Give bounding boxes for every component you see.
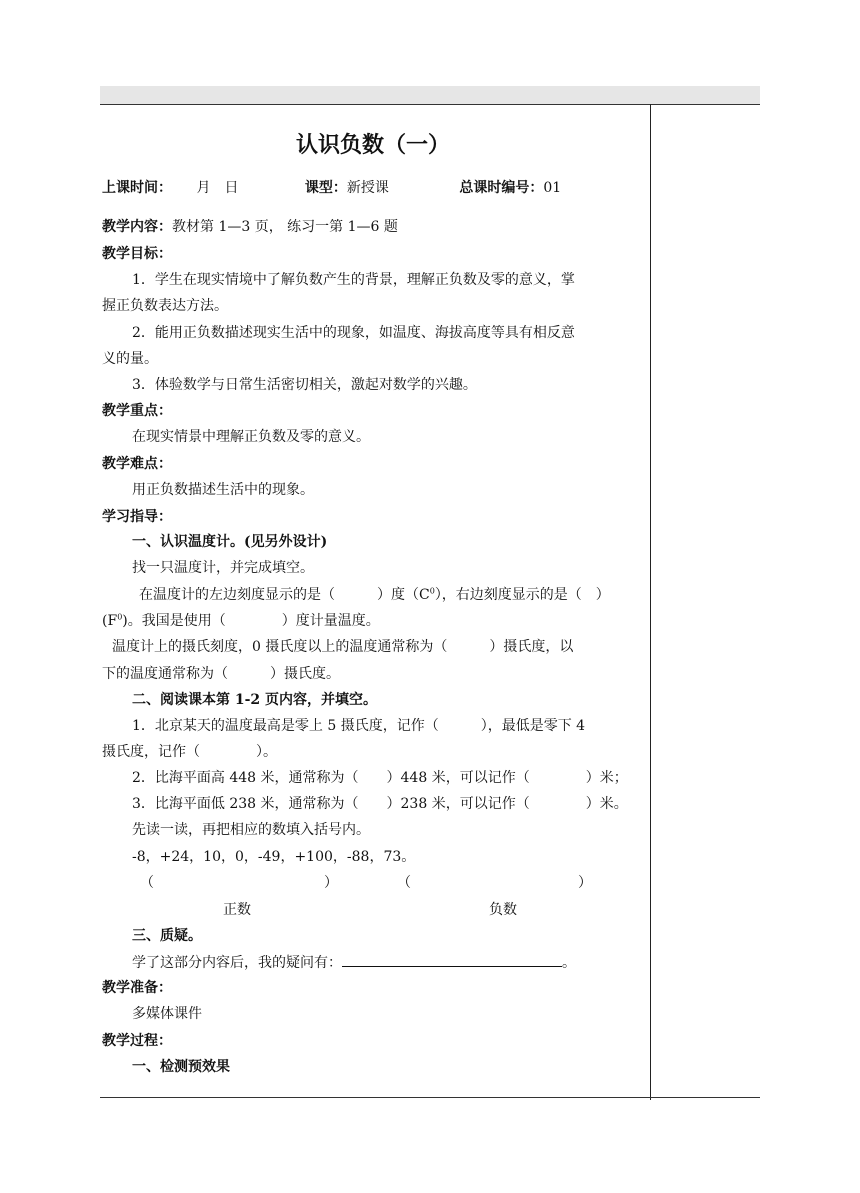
class-time-value: 月 日 bbox=[196, 180, 239, 196]
teaching-content-text: 教材第 1—3 页， 练习一第 1—6 题 bbox=[172, 219, 398, 235]
preparation-text: 多媒体课件 bbox=[132, 1006, 202, 1022]
header-band bbox=[100, 86, 760, 104]
positive-label: 正数 bbox=[223, 902, 251, 918]
positive-paren-open: （ bbox=[140, 875, 154, 891]
lesson-type-value: 新授课 bbox=[346, 180, 389, 196]
difficulty-heading: 教学难点： bbox=[102, 456, 172, 472]
teaching-content bbox=[102, 217, 398, 237]
section1-line: 在温度计的左边刻度显示的是（ ）度$(C^0)$，右边刻度显示的是（ ） bbox=[139, 586, 610, 603]
question-blank bbox=[342, 952, 562, 967]
section2-line: 摄氏度，记作（ ）。 bbox=[102, 744, 277, 760]
preparation-heading: 教学准备： bbox=[102, 980, 172, 996]
section2-line: 先读一读，再把相应的数填入括号内。 bbox=[132, 822, 370, 838]
page-title: 认识负数（一） bbox=[295, 132, 450, 158]
positive-paren-close: ） bbox=[324, 875, 338, 891]
negative-paren-close: ） bbox=[578, 875, 592, 891]
goal-line: 2．能用正负数描述现实生活中的现象，如温度、海拔高度等具有相反意 bbox=[132, 325, 575, 341]
meta-row bbox=[102, 178, 644, 198]
table-top-border bbox=[100, 104, 760, 105]
section1-line: 找一只温度计，并完成填空。 bbox=[132, 560, 314, 576]
goal-line: 握正负数表达方法。 bbox=[102, 298, 228, 314]
goals-heading: 教学目标： bbox=[102, 246, 172, 262]
key-point-text: 在现实情景中理解正负数及零的意义。 bbox=[132, 429, 370, 445]
negative-label: 负数 bbox=[489, 902, 517, 918]
goal-line: 义的量。 bbox=[102, 351, 158, 367]
lesson-number-value: 01 bbox=[543, 180, 562, 196]
section2-title: 二、阅读课本第 1-2 页内容，并填空。 bbox=[132, 692, 378, 708]
lesson-type-label: 课型： bbox=[304, 180, 347, 196]
lesson-number-label: 总课时编号： bbox=[459, 180, 544, 196]
process-heading: 教学过程： bbox=[102, 1033, 172, 1049]
section3-title: 三、质疑。 bbox=[132, 928, 202, 944]
section1-line: 下的温度通常称为（ ）摄氏度。 bbox=[102, 666, 340, 682]
difficulty-text: 用正负数描述生活中的现象。 bbox=[132, 482, 314, 498]
section1-line: 温度计上的摄氏刻度，0 摄氏度以上的温度通常称为（ ）摄氏度，以 bbox=[112, 639, 574, 655]
key-point-heading: 教学重点： bbox=[102, 403, 172, 419]
goal-line: 3．体验数学与日常生活密切相关，激起对数学的兴趣。 bbox=[132, 377, 477, 393]
process-step-1: 一、检测预效果 bbox=[132, 1059, 230, 1075]
number-list: -8，+24，10，0，-49，+100，-88，73。 bbox=[132, 849, 416, 865]
section1-title: 一、认识温度计。(见另外设计) bbox=[132, 534, 328, 550]
table-bottom-border bbox=[100, 1097, 760, 1098]
goal-line: 1．学生在现实情境中了解负数产生的背景，理解正负数及零的意义，掌 bbox=[132, 272, 575, 288]
guidance-heading: 学习指导： bbox=[102, 509, 172, 525]
class-time-label: 上课时间： bbox=[102, 180, 172, 196]
section2-line: 3．比海平面低 238 米，通常称为（ ）238 米，可以记作（ ）米。 bbox=[132, 796, 628, 812]
teaching-content-label: 教学内容： bbox=[102, 219, 172, 235]
question-line: 学了这部分内容后，我的疑问有： 。 bbox=[132, 952, 576, 973]
negative-paren-open: （ bbox=[397, 875, 411, 891]
section2-line: 1．北京某天的温度最高是零上 5 摄氏度，记作（ ），最低是零下 4 bbox=[132, 718, 586, 734]
table-right-column-border bbox=[650, 104, 651, 1100]
section1-line: $(F^0)$。我国是使用（ ）度计量温度。 bbox=[102, 612, 380, 629]
section2-line: 2．比海平面高 448 米，通常称为（ ）448 米，可以记作（ ）米； bbox=[132, 770, 628, 786]
